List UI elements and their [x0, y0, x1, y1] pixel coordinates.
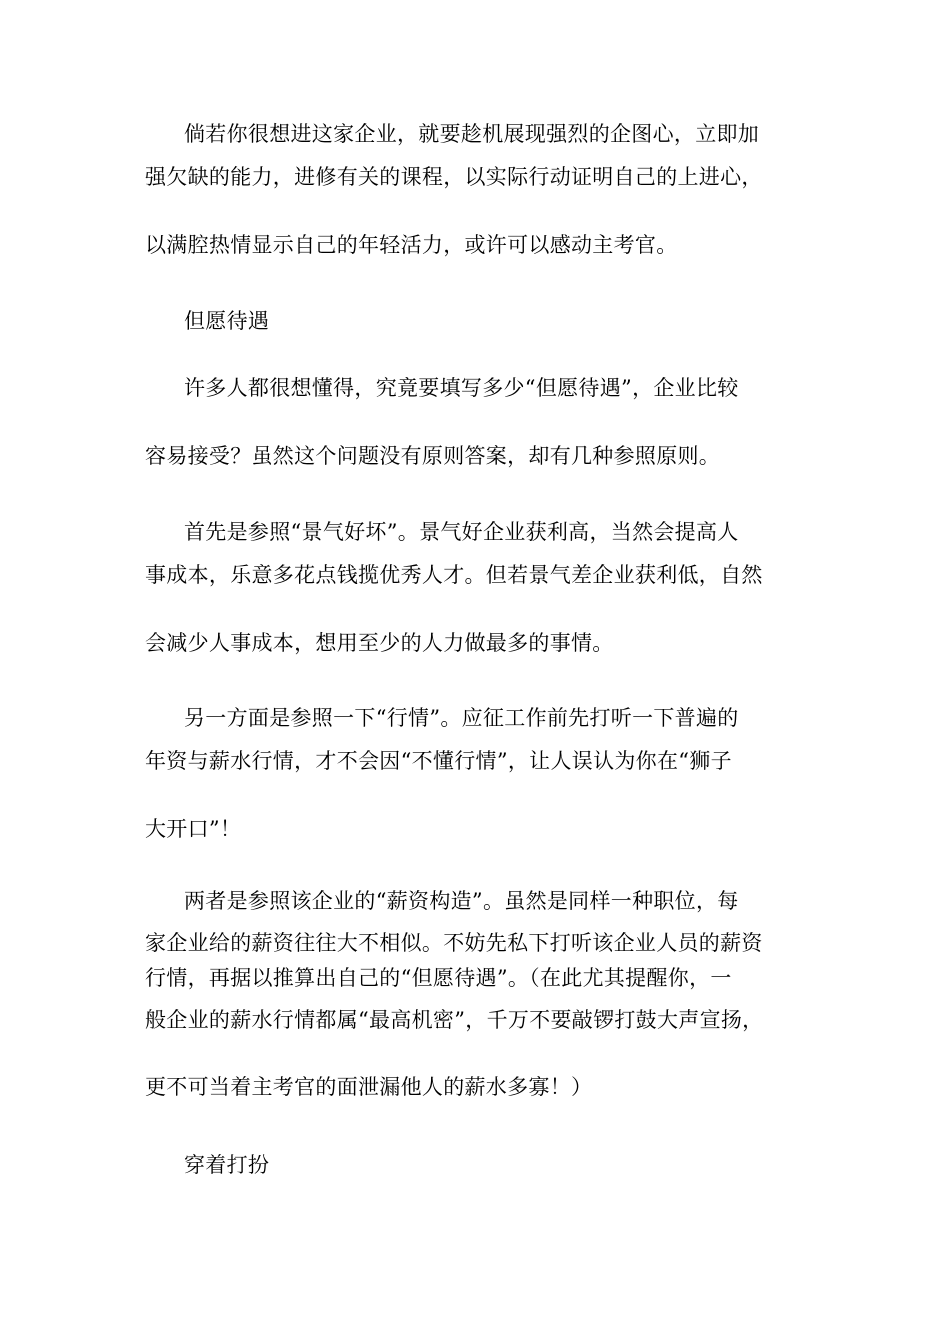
paragraph-4-line-3: 大开口”！	[145, 817, 242, 841]
paragraph-3-line-1: 首先是参照“景气好坏”。景气好企业获利高，当然会提高人	[184, 520, 739, 544]
section-heading-expected-salary: 但愿待遇	[184, 309, 270, 333]
paragraph-1-line-3: 以满腔热情显示自己的年轻活力，或许可以感动主考官。	[145, 233, 678, 257]
paragraph-5-line-4: 般企业的薪水行情都属“最高机密”，千万不要敲锣打鼓大声宣扬，	[145, 1008, 764, 1032]
paragraph-1-line-1: 倘若你很想进这家企业，就要趁机展现强烈的企图心，立即加	[184, 122, 760, 146]
paragraph-5-line-2: 家企业给的薪资往往大不相似。不妨先私下打听该企业人员的薪资	[145, 931, 763, 955]
paragraph-5-line-1: 两者是参照该企业的“薪资构造”。虽然是同样一种职位，每	[184, 889, 739, 913]
section-heading-dress: 穿着打扮	[184, 1153, 270, 1177]
paragraph-4-line-2: 年资与薪水行情，才不会因“不懂行情”，让人误认为你在“狮子	[145, 749, 732, 773]
paragraph-1-line-2: 强欠缺的能力，进修有关的课程，以实际行动证明自己的上进心，	[145, 165, 763, 189]
paragraph-5-line-3: 行情，再据以推算出自己的“但愿待遇”。（在此尤其提醒你，一	[145, 966, 732, 990]
paragraph-2-line-2: 容易接受？虽然这个问题没有原则答案，却有几种参照原则。	[145, 444, 721, 468]
paragraph-4-line-1: 另一方面是参照一下“行情”。应征工作前先打听一下普遍的	[184, 706, 739, 730]
paragraph-5-line-5: 更不可当着主考官的面泄漏他人的薪水多寡！）	[145, 1075, 593, 1099]
paragraph-3-line-2: 事成本，乐意多花点钱揽优秀人才。但若景气差企业获利低，自然	[145, 563, 763, 587]
paragraph-2-line-1: 许多人都很想懂得，究竟要填写多少“但愿待遇”，企业比较	[184, 376, 739, 400]
paragraph-3-line-3: 会减少人事成本，想用至少的人力做最多的事情。	[145, 631, 614, 655]
